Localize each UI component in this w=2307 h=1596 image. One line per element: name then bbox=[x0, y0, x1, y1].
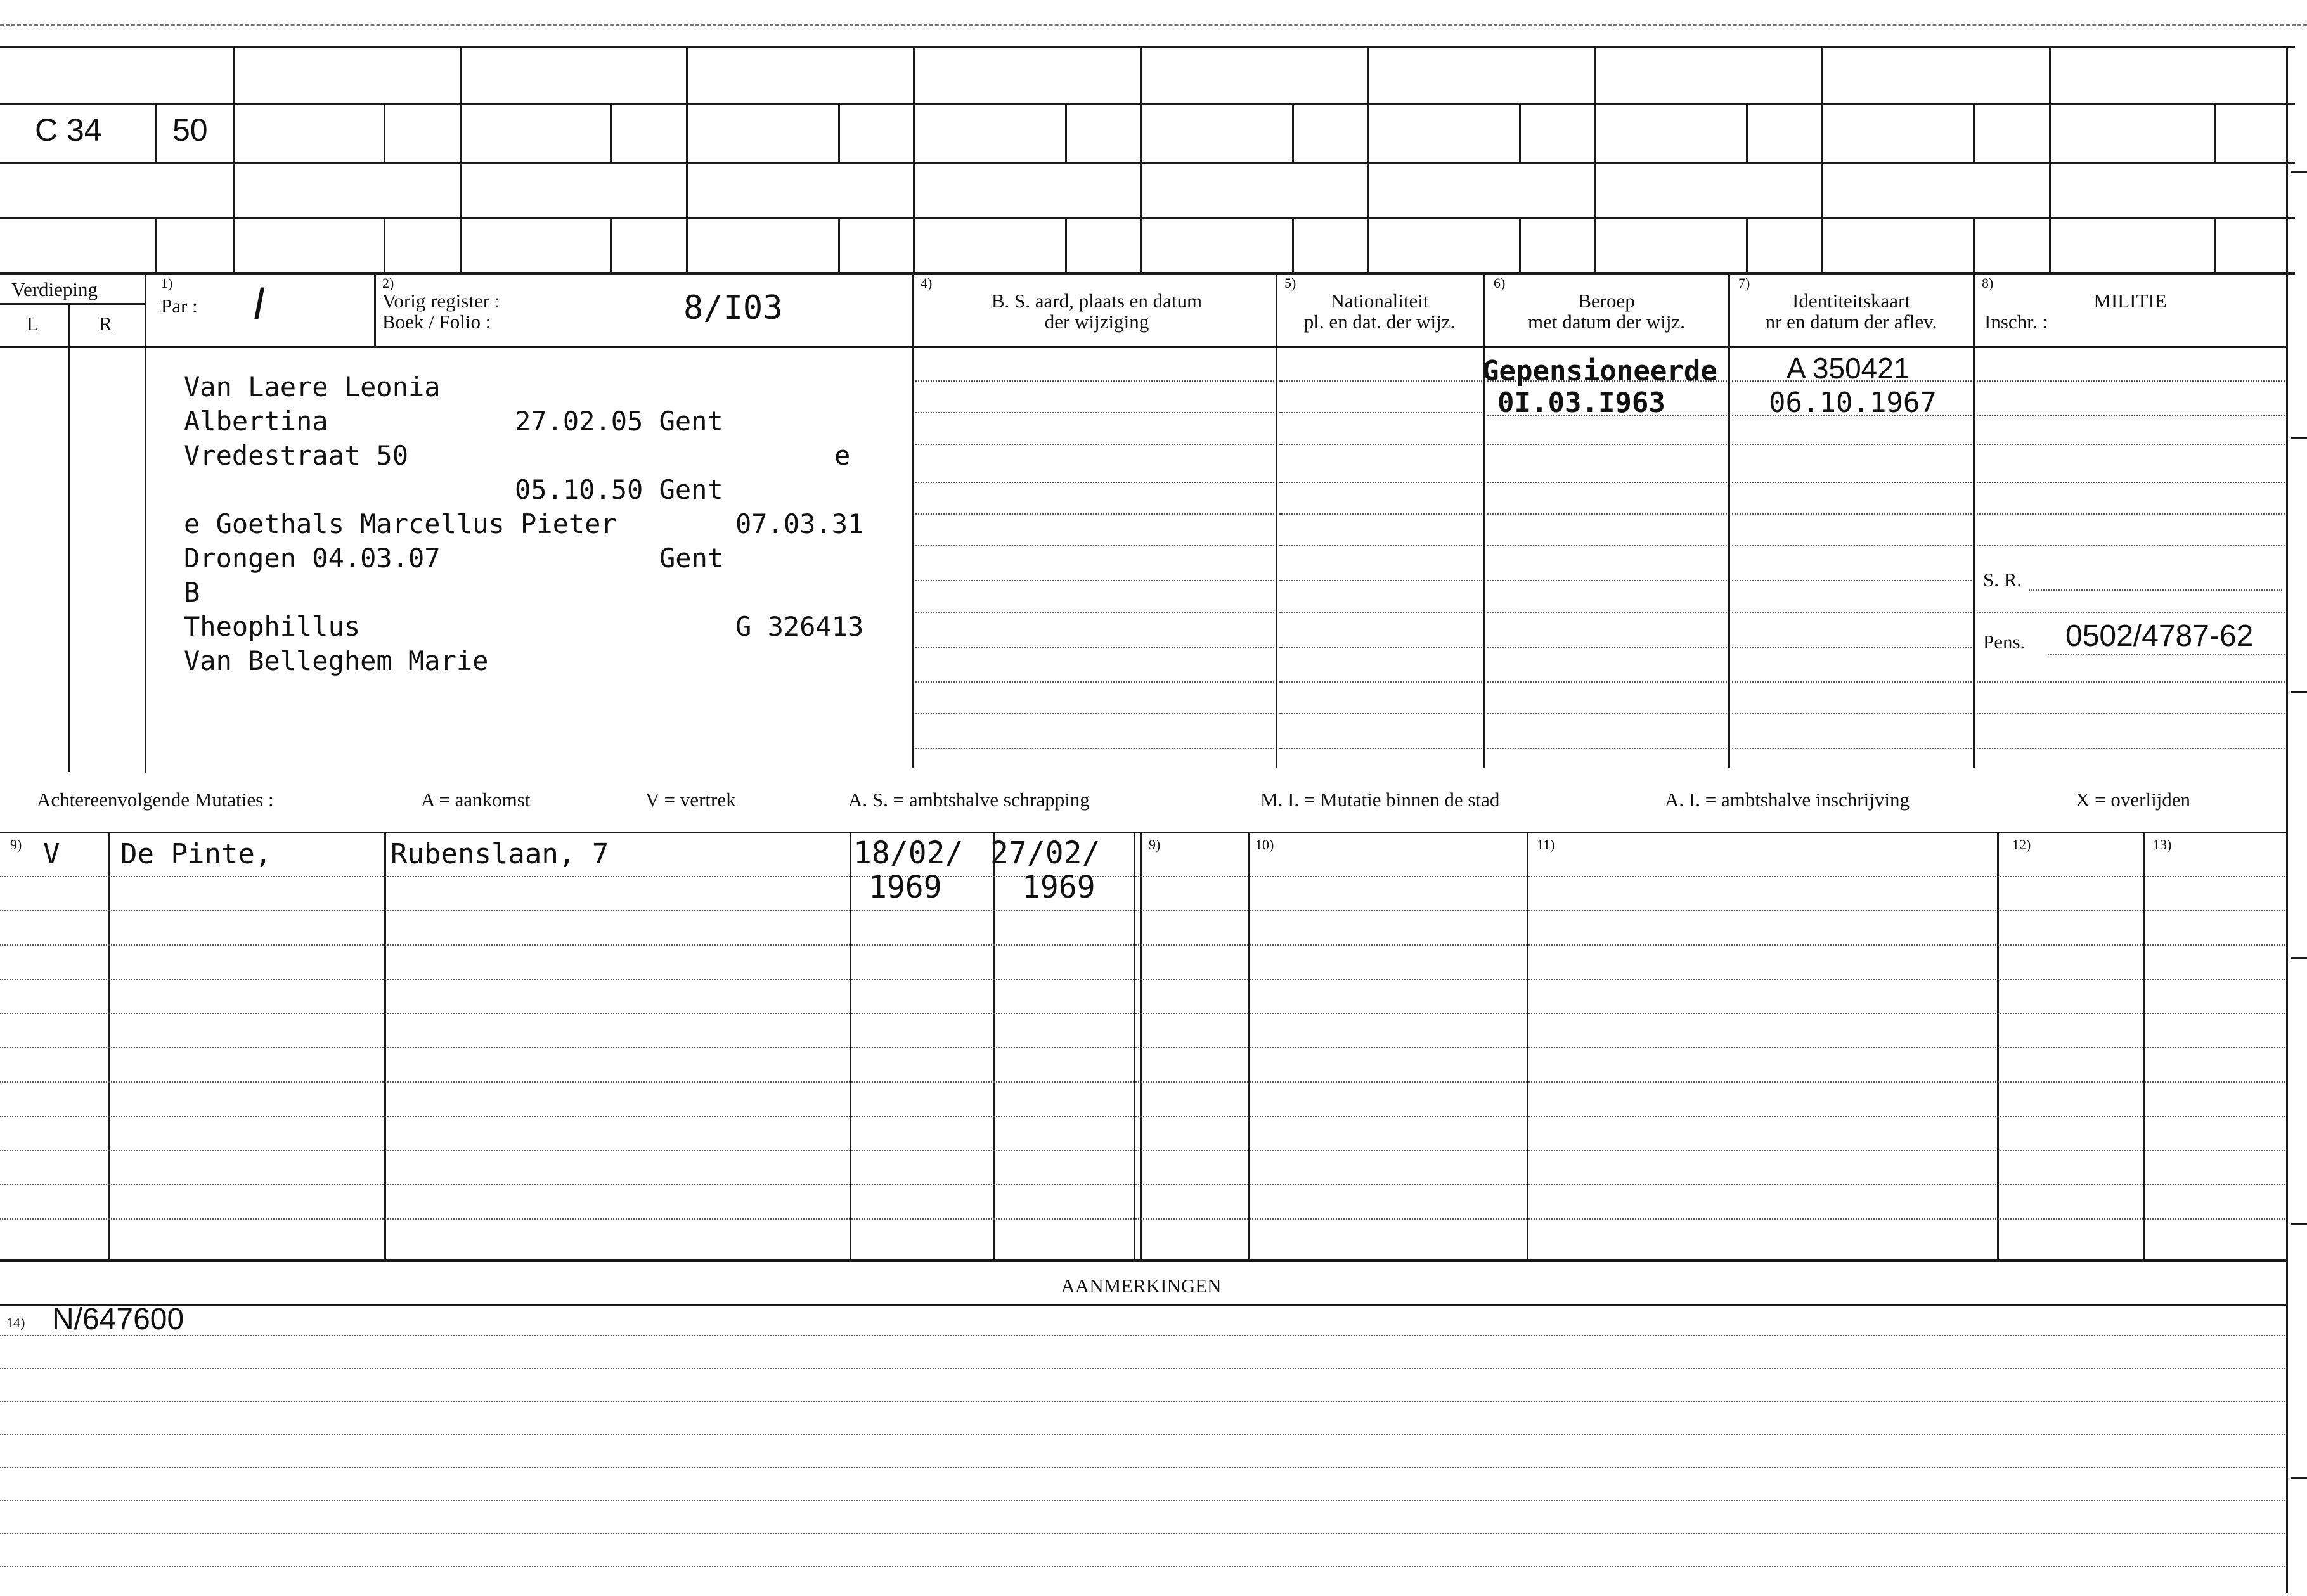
field-number: 6) bbox=[1494, 275, 1506, 291]
field-number: 13) bbox=[2153, 837, 2172, 853]
beroep-header-line1: Beroep bbox=[1578, 290, 1635, 312]
beroep-header-line2: met datum der wijz. bbox=[1528, 311, 1685, 333]
par-label: Par : bbox=[161, 295, 198, 317]
legend-a: A = aankomst bbox=[421, 788, 531, 811]
right-label: R bbox=[99, 312, 112, 335]
field-number: 9) bbox=[10, 837, 22, 853]
person-line-5-spouse: e Goethals Marcellus Pieter bbox=[184, 508, 617, 539]
mutation-place: De Pinte, bbox=[120, 838, 272, 870]
person-line-8-name: Theophillus bbox=[184, 611, 361, 642]
id-header-line2: nr en datum der aflev. bbox=[1765, 311, 1937, 333]
field-number: 4) bbox=[921, 275, 933, 291]
legend-as: A. S. = ambtshalve schrapping bbox=[848, 788, 1090, 811]
id-card-number: A 350421 bbox=[1787, 352, 1910, 385]
mutations-bottom-line bbox=[0, 1259, 2286, 1262]
field-number: 8) bbox=[1982, 275, 1994, 291]
mutation-date-2-bottom: 1969 bbox=[1022, 870, 1095, 905]
person-line-2-date: 27.02.05 Gent bbox=[515, 406, 723, 437]
grid-line bbox=[0, 162, 2295, 164]
person-line-5-date: 07.03.31 bbox=[735, 508, 864, 539]
field-number: 10) bbox=[1255, 837, 1274, 853]
field-number: 7) bbox=[1738, 275, 1750, 291]
mutations-top-line bbox=[0, 832, 2286, 833]
house-number: 50 bbox=[172, 112, 208, 148]
legend-v: V = vertrek bbox=[645, 788, 736, 811]
mutation-street: Rubenslaan, 7 bbox=[391, 838, 609, 870]
verdieping-label: Verdieping bbox=[11, 278, 98, 300]
beroep-value: Gepensioneerde bbox=[1482, 355, 1717, 387]
card-code: C 34 bbox=[35, 112, 102, 148]
person-line-4: 05.10.50 Gent bbox=[515, 474, 723, 505]
aanmerkingen-value: N/647600 bbox=[52, 1303, 184, 1336]
header-bottom-line bbox=[0, 346, 2286, 348]
sr-label: S. R. bbox=[1983, 569, 2022, 591]
folio-value: 8/I03 bbox=[683, 289, 783, 327]
person-line-8-number: G 326413 bbox=[735, 611, 864, 642]
legend-mi: M. I. = Mutatie binnen de stad bbox=[1260, 788, 1500, 811]
inschr-label: Inschr. : bbox=[1984, 311, 2048, 333]
mutation-date-1-bottom: 1969 bbox=[869, 870, 942, 905]
pens-label: Pens. bbox=[1983, 631, 2026, 653]
par-handwriting: l bbox=[254, 280, 264, 329]
militie-label: MILITIE bbox=[2093, 290, 2167, 312]
person-line-3-e: e bbox=[834, 440, 851, 471]
field-number: 14) bbox=[6, 1315, 25, 1330]
mutation-date-1-top: 18/02/ bbox=[853, 835, 964, 871]
id-card-date: 06.10.1967 bbox=[1769, 387, 1937, 419]
person-line-7: B bbox=[184, 577, 200, 608]
field-number: 2) bbox=[382, 275, 394, 291]
scan-edge bbox=[0, 24, 2307, 26]
person-line-1: Van Laere Leonia bbox=[184, 371, 441, 402]
beroep-date: 0I.03.I963 bbox=[1497, 387, 1665, 419]
field-number: 5) bbox=[1284, 275, 1296, 291]
pens-value: 0502/4787-62 bbox=[2065, 619, 2254, 653]
legend-x: X = overlijden bbox=[2076, 788, 2191, 811]
bs-header-line2: der wijziging bbox=[1044, 311, 1149, 333]
legend-ai: A. I. = ambtshalve inschrijving bbox=[1665, 788, 1910, 811]
person-line-6-city: Gent bbox=[659, 543, 724, 574]
mutation-date-2-top: 27/02/ bbox=[990, 835, 1101, 871]
person-line-2-name: Albertina bbox=[184, 406, 328, 437]
left-label: L bbox=[27, 312, 39, 335]
grid-line bbox=[0, 272, 2295, 275]
id-header-line1: Identiteitskaart bbox=[1792, 290, 1910, 312]
person-line-3-address: Vredestraat 50 bbox=[184, 440, 409, 471]
field-number: 12) bbox=[2012, 837, 2031, 853]
field-number: 9) bbox=[1149, 837, 1161, 853]
vorig-register-label: Vorig register : bbox=[382, 290, 500, 312]
legend-title: Achtereenvolgende Mutaties : bbox=[37, 788, 274, 811]
field-number: 11) bbox=[1537, 837, 1555, 853]
mutation-type: V bbox=[43, 838, 60, 870]
bs-header-line1: B. S. aard, plaats en datum bbox=[991, 290, 1203, 312]
aanmerkingen-title: AANMERKINGEN bbox=[1061, 1275, 1222, 1297]
grid-line bbox=[0, 46, 2295, 48]
grid-line bbox=[0, 217, 2295, 219]
nat-header-line1: Nationaliteit bbox=[1330, 290, 1429, 312]
grid-line bbox=[0, 103, 2295, 105]
field-number: 1) bbox=[161, 275, 173, 291]
person-line-9: Van Belleghem Marie bbox=[184, 645, 489, 676]
person-line-6-place: Drongen 04.03.07 bbox=[184, 543, 441, 574]
boek-folio-label: Boek / Folio : bbox=[382, 311, 491, 333]
nat-header-line2: pl. en dat. der wijz. bbox=[1303, 311, 1456, 333]
aanmerkingen-line bbox=[0, 1304, 2286, 1306]
